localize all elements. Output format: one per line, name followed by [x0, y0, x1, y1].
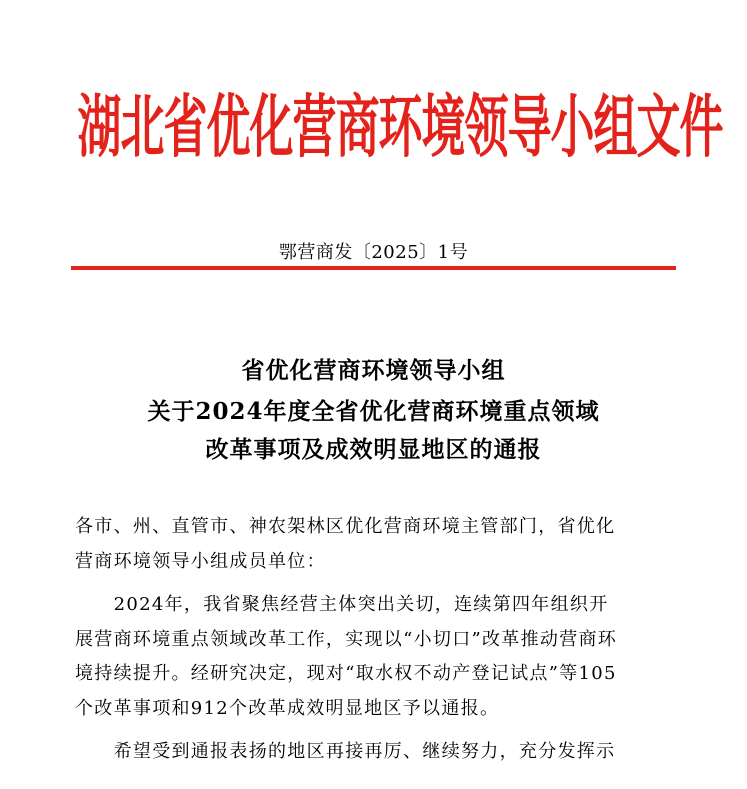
masthead-title: 湖北省优化营商环境领导小组文件 — [77, 88, 723, 168]
notice-title-line-3: 改革事项及成效明显地区的通报 — [205, 436, 542, 463]
notice-title-line-2: 关于2024年度全省优化营商环境重点领域 — [147, 398, 600, 425]
body-line-4: 展营商环境重点领域改革工作，实现以“小切口”改革推动营商环 — [75, 629, 618, 650]
body-line-3: 2024年，我省聚焦经营主体突出关切，连续第四年组织开 — [75, 594, 609, 615]
body-line-7: 希望受到通报表扬的地区再接再厉、继续努力，充分发挥示 — [75, 741, 616, 762]
body-line-2: 营商环境领导小组成员单位： — [75, 551, 326, 572]
document-number: 鄂营商发〔2025〕1号 — [278, 242, 469, 263]
body-line-1: 各市、州、直管市、神农架林区优化营商环境主管部门，省优化 — [75, 516, 616, 537]
red-divider-line — [71, 266, 676, 270]
body-line-6: 个改革事项和912个改革成效明显地区予以通报。 — [75, 698, 500, 719]
notice-title-line-1: 省优化营商环境领导小组 — [241, 357, 506, 384]
body-line-5: 境持续提升。经研究决定，现对“取水权不动产登记试点”等105 — [75, 663, 617, 684]
